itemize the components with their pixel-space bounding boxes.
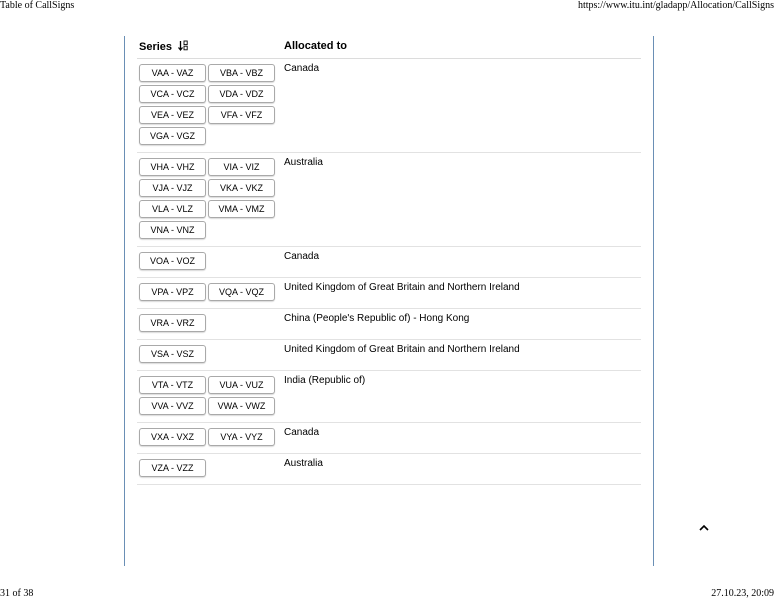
table-row [137, 278, 641, 309]
allocated-country: Canada [284, 427, 320, 438]
table-row [137, 340, 641, 371]
series-list [139, 252, 279, 270]
table-row [137, 371, 641, 423]
series-list [139, 345, 279, 363]
print-footer-datetime: 27.10.23, 20:09 [711, 588, 774, 599]
allocated-country: Canada [284, 251, 320, 262]
page-frame [124, 36, 654, 566]
series-list [139, 64, 279, 145]
table-body [137, 59, 641, 485]
series-list [139, 314, 279, 332]
scroll-to-top-button[interactable] [697, 521, 711, 535]
series-chip[interactable]: VDA - VDZ [208, 85, 275, 103]
callsign-table [137, 36, 641, 485]
series-chip[interactable]: VCA - VCZ [139, 85, 206, 103]
series-chip[interactable]: VRA - VRZ [139, 314, 206, 332]
series-list [139, 376, 279, 415]
series-chip[interactable]: VTA - VTZ [139, 376, 206, 394]
allocated-column-header[interactable]: Allocated to [284, 40, 347, 52]
allocated-country: Canada [284, 63, 320, 74]
series-chip[interactable]: VNA - VNZ [139, 221, 206, 239]
allocated-country: United Kingdom of Great Britain and Northern Ireland [284, 344, 520, 355]
series-chip[interactable]: VYA - VYZ [208, 428, 275, 446]
table-row [137, 247, 641, 278]
table-header [137, 36, 641, 59]
allocated-country: Australia [284, 458, 323, 469]
series-list [139, 428, 279, 446]
series-list [139, 283, 279, 301]
allocated-country: United Kingdom of Great Britain and Northern Ireland [284, 282, 520, 293]
print-header-url: https://www.itu.int/gladapp/Allocation/CallSigns [577, 0, 774, 11]
series-chip[interactable]: VJA - VJZ [139, 179, 206, 197]
series-chip[interactable]: VIA - VIZ [208, 158, 275, 176]
series-chip[interactable]: VKA - VKZ [208, 179, 275, 197]
series-list [139, 158, 279, 239]
sort-descending-icon[interactable] [178, 40, 188, 51]
series-chip[interactable]: VZA - VZZ [139, 459, 206, 477]
series-chip[interactable]: VOA - VOZ [139, 252, 206, 270]
table-row [137, 309, 641, 340]
series-chip[interactable]: VMA - VMZ [208, 200, 275, 218]
table-row [137, 423, 641, 454]
chevron-up-icon [697, 521, 711, 535]
series-chip[interactable]: VBA - VBZ [208, 64, 275, 82]
print-header-title: Table of CallSigns [0, 0, 75, 11]
allocated-country: Australia [284, 157, 323, 168]
table-row [137, 153, 641, 247]
series-list [139, 459, 279, 477]
series-chip[interactable]: VPA - VPZ [139, 283, 206, 301]
series-chip[interactable]: VXA - VXZ [139, 428, 206, 446]
series-chip[interactable]: VFA - VFZ [208, 106, 275, 124]
series-chip[interactable]: VLA - VLZ [139, 200, 206, 218]
table-row [137, 454, 641, 485]
series-chip[interactable]: VEA - VEZ [139, 106, 206, 124]
series-chip[interactable]: VHA - VHZ [139, 158, 206, 176]
series-chip[interactable]: VVA - VVZ [139, 397, 206, 415]
series-chip[interactable]: VSA - VSZ [139, 345, 206, 363]
series-chip[interactable]: VQA - VQZ [208, 283, 275, 301]
print-footer-page: 31 of 38 [0, 588, 34, 599]
series-chip[interactable]: VWA - VWZ [208, 397, 275, 415]
allocated-country: China (People's Republic of) - Hong Kong [284, 313, 470, 324]
allocated-country: India (Republic of) [284, 375, 366, 386]
series-chip[interactable]: VAA - VAZ [139, 64, 206, 82]
series-chip[interactable]: VGA - VGZ [139, 127, 206, 145]
series-chip[interactable]: VUA - VUZ [208, 376, 275, 394]
series-column-header[interactable] [139, 40, 188, 53]
series-header-label: Series [139, 41, 173, 53]
table-row [137, 59, 641, 153]
